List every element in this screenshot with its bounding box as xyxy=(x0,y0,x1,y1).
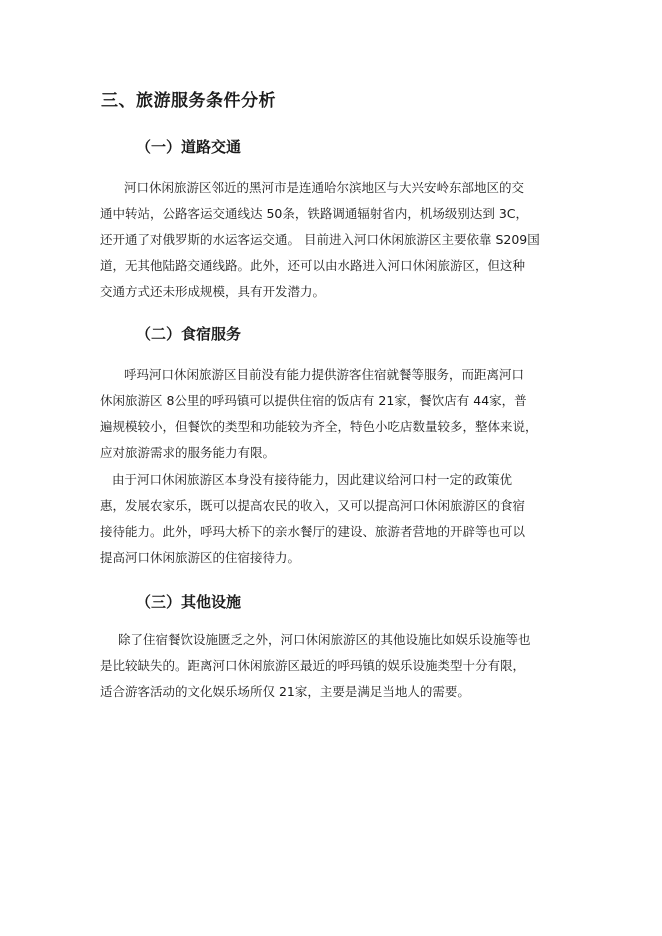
section-heading-main: 三、旅游服务条件分析 xyxy=(101,91,276,111)
text-line: 由于河口休闲旅游区本身没有接待能力，因此建议给河口村一定的政策优 xyxy=(112,472,513,487)
subsection-heading-lodging: （二）食宿服务 xyxy=(136,325,242,343)
text-line: 惠，发展农家乐，既可以提高农民的收入，又可以提高河口休闲旅游区的食宿 xyxy=(100,498,526,513)
text-line: 是比较缺失的。距离河口休闲旅游区最近的呼玛镇的娱乐设施类型十分有限， xyxy=(100,658,526,673)
text-line: 适合游客活动的文化娱乐场所仅 21家，主要是满足当地人的需要。 xyxy=(100,684,470,699)
subsection-heading-facilities: （三）其他设施 xyxy=(136,593,242,611)
text-line: 河口休闲旅游区邻近的黑河市是连通哈尔滨地区与大兴安岭东部地区的交 xyxy=(124,180,525,195)
text-line: 提高河口休闲旅游区的住宿接待力。 xyxy=(100,550,301,565)
text-line: 道，无其他陆路交通线路。此外，还可以由水路进入河口休闲旅游区，但这种 xyxy=(100,258,526,273)
text-line: 应对旅游需求的服务能力有限。 xyxy=(100,445,276,460)
text-line: 交通方式还未形成规模，具有开发潜力。 xyxy=(100,284,326,299)
text-line: 通中转站，公路客运交通线达 50条，铁路调通辐射省内，机场级别达到 3C， xyxy=(100,206,529,221)
text-line: 遍规模较小，但餐饮的类型和功能较为齐全，特色小吃店数量较多，整体来说， xyxy=(100,419,538,434)
text-line: 接待能力。此外，呼玛大桥下的亲水餐厅的建设、旅游者营地的开辟等也可以 xyxy=(100,524,526,539)
subsection-heading-transport: （一）道路交通 xyxy=(136,138,242,156)
text-line: 还开通了对俄罗斯的水运客运交通。 目前进入河口休闲旅游区主要依靠 S209国 xyxy=(100,232,540,247)
text-line: 除了住宿餐饮设施匮乏之外，河口休闲旅游区的其他设施比如娱乐设施等也 xyxy=(118,632,531,647)
text-line: 呼玛河口休闲旅游区目前没有能力提供游客住宿就餐等服务，而距离河口 xyxy=(124,367,525,382)
text-line: 休闲旅游区 8公里的呼玛镇可以提供住宿的饭店有 21家，餐饮店有 44家，普 xyxy=(100,393,527,408)
